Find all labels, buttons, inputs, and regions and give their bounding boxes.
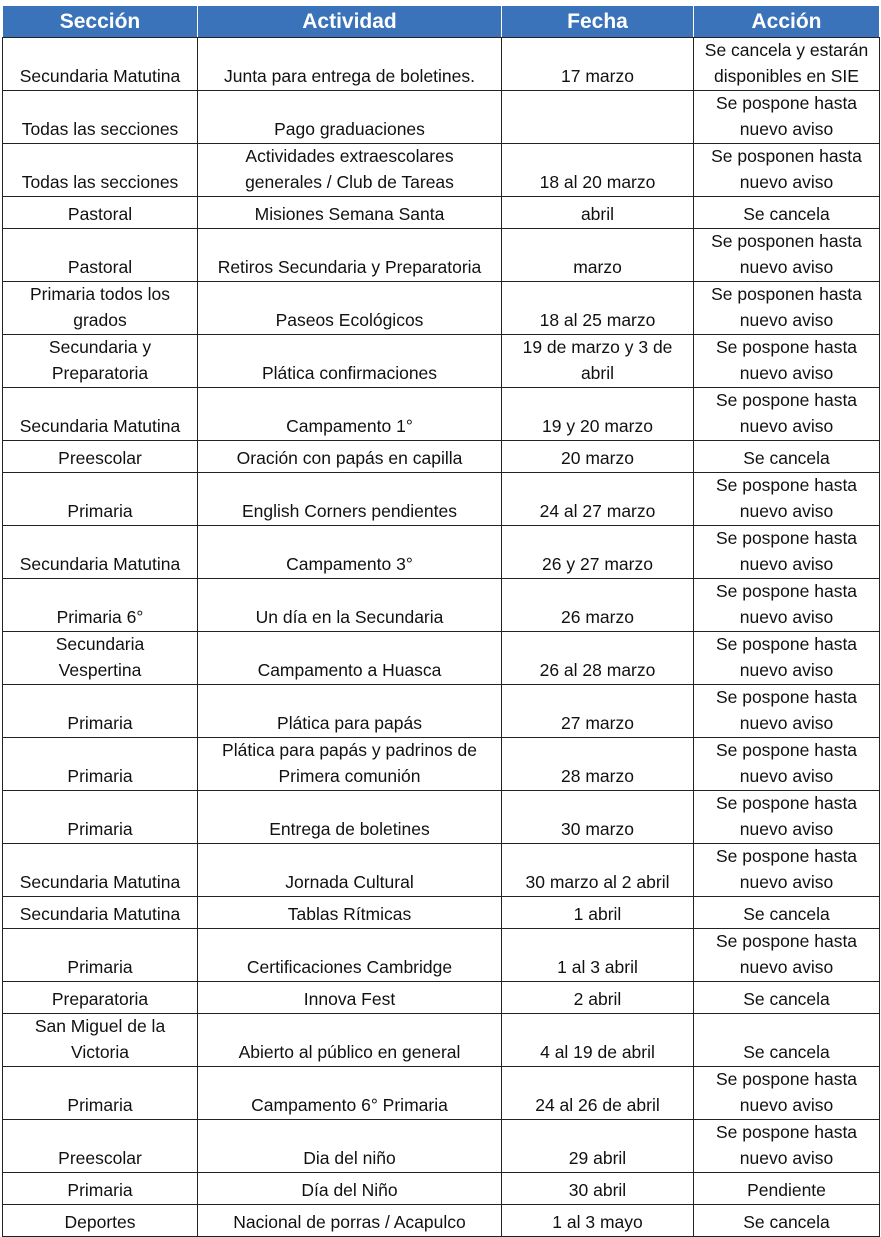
cell-actividad-line: Certificaciones Cambridge: [246, 956, 453, 977]
cell-accion-line: Se pospone hasta: [715, 931, 858, 951]
cell-accion-line: Se cancela: [743, 989, 830, 1009]
cell-actividad: [198, 929, 502, 982]
table-row: [3, 1205, 880, 1237]
cell-seccion: [3, 229, 198, 282]
cell-accion-line: disponibles en SIE: [714, 65, 859, 86]
cell-accion-line: nuevo aviso: [739, 1094, 834, 1115]
cell-accion-line: Se posponen hasta: [711, 231, 862, 251]
cell-fecha-line: 26 marzo: [561, 606, 634, 627]
cell-seccion-line: Deportes: [64, 1212, 136, 1232]
cell-actividad: [198, 1205, 502, 1237]
cell-actividad: [198, 526, 502, 579]
cell-actividad-line: Actividades extraescolares: [245, 146, 454, 166]
cell-seccion-line: Preparatoria: [51, 989, 149, 1009]
cell-seccion-line: Primaria: [67, 500, 133, 521]
cell-actividad: [198, 197, 502, 229]
table-row: [3, 335, 880, 388]
cell-seccion-line: Primaria: [67, 1094, 133, 1115]
cell-actividad: [198, 1067, 502, 1120]
cell-fecha-line: 4 al 19 de abril: [540, 1041, 655, 1062]
cell-accion: [694, 1067, 880, 1120]
cell-accion: [694, 1014, 880, 1067]
cell-fecha: [502, 738, 694, 791]
cell-fecha: [502, 791, 694, 844]
cell-accion-line: Se pospone hasta: [715, 846, 858, 866]
cell-seccion: [3, 526, 198, 579]
cell-actividad-line: Plática confirmaciones: [261, 362, 438, 383]
cell-actividad-line: Día del Niño: [301, 1180, 398, 1200]
cell-seccion-line: San Miguel de la: [34, 1016, 166, 1036]
cell-actividad-line: Oración con papás en capilla: [236, 448, 463, 468]
cell-fecha: [502, 929, 694, 982]
cell-actividad: [198, 38, 502, 91]
cell-actividad: [198, 229, 502, 282]
cell-actividad-line: Paseos Ecológicos: [275, 309, 424, 330]
cell-accion: [694, 38, 880, 91]
cell-fecha: [502, 282, 694, 335]
cell-actividad-line: Innova Fest: [303, 989, 396, 1009]
cell-accion-line: Se pospone hasta: [715, 475, 858, 495]
cell-accion: [694, 335, 880, 388]
cell-accion-line: Se posponen hasta: [711, 146, 862, 166]
cell-seccion: [3, 473, 198, 526]
cell-accion: [694, 738, 880, 791]
cell-accion-line: nuevo aviso: [739, 500, 834, 521]
cell-accion: [694, 579, 880, 632]
table-row: [3, 897, 880, 929]
cell-fecha-line: 18 al 20 marzo: [539, 171, 656, 192]
cell-accion-line: Se cancela y estarán: [704, 40, 869, 60]
cell-fecha: [502, 844, 694, 897]
cell-actividad: [198, 982, 502, 1014]
cell-actividad-line: Tablas Rítmicas: [287, 904, 412, 924]
cell-seccion: [3, 982, 198, 1014]
cell-accion-line: nuevo aviso: [739, 712, 834, 733]
table-row: [3, 685, 880, 738]
cell-actividad: [198, 632, 502, 685]
cell-fecha: [502, 388, 694, 441]
cell-seccion: [3, 897, 198, 929]
cell-accion-line: nuevo aviso: [739, 765, 834, 786]
cell-actividad-line: Campamento 1°: [286, 415, 413, 436]
table-row: [3, 579, 880, 632]
table-row: [3, 473, 880, 526]
cell-accion-line: Se pospone hasta: [715, 1069, 858, 1089]
cell-fecha: [502, 1067, 694, 1120]
cell-actividad: [198, 685, 502, 738]
header-seccion: Sección: [3, 6, 198, 38]
cell-accion: [694, 844, 880, 897]
cell-seccion-line: Primaria 6°: [56, 606, 144, 627]
cell-fecha-line: 30 marzo: [561, 818, 634, 839]
cell-accion-line: Se pospone hasta: [715, 1122, 858, 1142]
cell-seccion: [3, 632, 198, 685]
cell-accion: [694, 91, 880, 144]
cell-accion-line: Se pospone hasta: [715, 687, 858, 707]
cell-fecha: [502, 579, 694, 632]
table-row: [3, 929, 880, 982]
cell-seccion: [3, 91, 198, 144]
cell-seccion: [3, 197, 198, 229]
cell-accion-line: Se cancela: [743, 1212, 830, 1232]
cell-fecha-line: 20 marzo: [561, 448, 634, 468]
cell-accion-line: Se pospone hasta: [715, 390, 858, 410]
cell-seccion-line: Victoria: [70, 1041, 130, 1062]
cell-accion-line: nuevo aviso: [739, 309, 834, 330]
table-row: [3, 197, 880, 229]
cell-actividad: [198, 1014, 502, 1067]
cell-seccion: [3, 388, 198, 441]
cell-seccion-line: Preparatoria: [51, 362, 149, 383]
cell-seccion: [3, 1067, 198, 1120]
table-row: [3, 441, 880, 473]
cell-seccion: [3, 1205, 198, 1237]
cell-seccion-line: Secundaria Matutina: [19, 415, 181, 436]
cell-fecha-line: 1 al 3 abril: [557, 956, 638, 977]
cell-fecha: [502, 982, 694, 1014]
table-row: [3, 1120, 880, 1173]
table-row: [3, 844, 880, 897]
cell-fecha: [502, 229, 694, 282]
cell-actividad: [198, 473, 502, 526]
table-row: [3, 1014, 880, 1067]
cell-fecha-line: abril: [580, 362, 615, 383]
cell-actividad-line: Un día en la Secundaria: [255, 606, 444, 627]
cell-accion-line: nuevo aviso: [739, 1147, 834, 1168]
cell-accion-line: Se cancela: [743, 204, 830, 224]
table-row: [3, 388, 880, 441]
table-row: [3, 91, 880, 144]
cell-actividad: [198, 441, 502, 473]
table-row: [3, 229, 880, 282]
cell-seccion-line: Preescolar: [58, 1147, 142, 1168]
cell-accion-line: nuevo aviso: [739, 256, 834, 277]
header-actividad: Actividad: [198, 6, 502, 38]
table-row: [3, 1067, 880, 1120]
cell-fecha: [502, 526, 694, 579]
cell-seccion-line: Secundaria Matutina: [19, 65, 181, 86]
cell-seccion-line: Vespertina: [58, 659, 142, 680]
cell-accion: [694, 982, 880, 1014]
cell-actividad-line: Campamento 3°: [286, 553, 413, 574]
cell-seccion: [3, 144, 198, 197]
cell-actividad: [198, 1120, 502, 1173]
cell-fecha: [502, 1120, 694, 1173]
cell-actividad: [198, 282, 502, 335]
cell-seccion-line: Pastoral: [67, 256, 133, 277]
cell-accion-line: nuevo aviso: [739, 118, 834, 139]
cell-seccion-line: Primaria todos los: [29, 284, 171, 304]
cell-actividad: [198, 738, 502, 791]
cell-accion-line: Se pospone hasta: [715, 581, 858, 601]
cell-actividad-line: English Corners pendientes: [242, 500, 457, 521]
cell-accion: [694, 229, 880, 282]
cell-fecha-line: 17 marzo: [561, 65, 634, 86]
cell-seccion: [3, 791, 198, 844]
cell-fecha-line: abril: [580, 204, 615, 224]
cell-accion: [694, 897, 880, 929]
cell-fecha-line: 28 marzo: [561, 765, 634, 786]
table-row: [3, 38, 880, 91]
table-row: [3, 282, 880, 335]
cell-accion-line: nuevo aviso: [739, 818, 834, 839]
cell-seccion: [3, 441, 198, 473]
cell-accion: [694, 929, 880, 982]
cell-accion: [694, 1120, 880, 1173]
cell-seccion-line: Secundaria Matutina: [19, 871, 181, 892]
cell-accion-line: nuevo aviso: [739, 415, 834, 436]
cell-accion-line: Se pospone hasta: [715, 740, 858, 760]
cell-fecha-line: 19 y 20 marzo: [542, 415, 653, 436]
cell-seccion: [3, 738, 198, 791]
table-row: [3, 738, 880, 791]
cell-actividad-line: Retiros Secundaria y Preparatoria: [217, 256, 482, 277]
cell-fecha: [502, 197, 694, 229]
cell-fecha: [502, 144, 694, 197]
cell-accion-line: nuevo aviso: [739, 362, 834, 383]
cell-fecha: [502, 897, 694, 929]
cell-actividad-line: Plática para papás y padrinos de: [222, 740, 477, 760]
cell-fecha-line: 27 marzo: [561, 712, 634, 733]
cell-accion-line: Se pospone hasta: [715, 793, 858, 813]
cell-accion-line: Se pospone hasta: [715, 337, 858, 357]
cell-actividad-line: Jornada Cultural: [285, 871, 414, 892]
cell-seccion: [3, 579, 198, 632]
cell-seccion-line: Primaria: [67, 765, 133, 786]
cell-actividad-line: Campamento 6° Primaria: [251, 1094, 448, 1115]
cell-actividad-line: Entrega de boletines: [269, 818, 430, 839]
cell-actividad: [198, 791, 502, 844]
cell-seccion: [3, 38, 198, 91]
cell-accion-line: nuevo aviso: [739, 659, 834, 680]
cell-seccion-line: Secundaria: [55, 634, 145, 654]
cell-actividad: [198, 844, 502, 897]
cell-accion-line: nuevo aviso: [739, 171, 834, 192]
cell-accion: [694, 473, 880, 526]
header-fecha: Fecha: [502, 6, 694, 38]
cell-seccion-line: Primaria: [67, 712, 133, 733]
cell-fecha-line: marzo: [573, 256, 622, 277]
activities-table: [2, 5, 880, 1237]
cell-actividad-line: Abierto al público en general: [238, 1041, 461, 1062]
cell-accion-line: Se pospone hasta: [715, 93, 858, 113]
cell-fecha-line: 24 al 26 de abril: [535, 1094, 660, 1115]
cell-actividad-line: generales / Club de Tareas: [245, 171, 454, 192]
cell-fecha: [502, 91, 694, 144]
cell-accion-line: Pendiente: [747, 1180, 826, 1200]
cell-seccion: [3, 282, 198, 335]
cell-seccion-line: Primaria: [67, 818, 133, 839]
header-accion: Acción: [694, 6, 880, 38]
cell-actividad-line: Nacional de porras / Acapulco: [233, 1212, 466, 1232]
cell-accion: [694, 685, 880, 738]
cell-accion: [694, 282, 880, 335]
table-row: [3, 791, 880, 844]
cell-fecha: [502, 335, 694, 388]
cell-accion: [694, 791, 880, 844]
table-row: [3, 144, 880, 197]
cell-accion: [694, 388, 880, 441]
cell-seccion-line: Secundaria y: [48, 337, 152, 357]
cell-actividad-line: Plática para papás: [277, 712, 422, 733]
cell-seccion-line: Todas las secciones: [21, 118, 179, 139]
cell-fecha: [502, 473, 694, 526]
cell-seccion-line: Preescolar: [58, 448, 142, 468]
cell-accion-line: Se pospone hasta: [715, 528, 858, 548]
cell-actividad: [198, 897, 502, 929]
cell-seccion-line: Primaria: [67, 1180, 133, 1200]
cell-fecha: [502, 38, 694, 91]
cell-actividad-line: Pago graduaciones: [274, 118, 425, 139]
cell-fecha-line: 18 al 25 marzo: [539, 309, 656, 330]
cell-accion-line: nuevo aviso: [739, 553, 834, 574]
cell-accion: [694, 197, 880, 229]
cell-seccion-line: Secundaria Matutina: [19, 553, 181, 574]
cell-fecha-line: 24 al 27 marzo: [539, 500, 656, 521]
cell-seccion: [3, 335, 198, 388]
cell-fecha: [502, 1205, 694, 1237]
table-body: [3, 38, 880, 1237]
cell-actividad: [198, 91, 502, 144]
table-row: [3, 526, 880, 579]
cell-fecha-line: 1 abril: [573, 904, 622, 924]
cell-fecha: [502, 1014, 694, 1067]
cell-seccion-line: Todas las secciones: [21, 171, 179, 192]
cell-accion-line: Se pospone hasta: [715, 634, 858, 654]
cell-accion: [694, 632, 880, 685]
cell-fecha: [502, 685, 694, 738]
cell-accion-line: Se cancela: [743, 904, 830, 924]
cell-seccion: [3, 685, 198, 738]
table-header-row: [3, 6, 880, 38]
cell-actividad-line: Dia del niño: [303, 1147, 396, 1168]
cell-accion-line: Se cancela: [743, 448, 830, 468]
table-row: [3, 632, 880, 685]
cell-seccion: [3, 929, 198, 982]
cell-seccion-line: grados: [73, 309, 127, 330]
cell-accion-line: Se cancela: [743, 1041, 830, 1062]
cell-fecha-line: 30 marzo al 2 abril: [525, 871, 670, 892]
cell-fecha-line: 1 al 3 mayo: [552, 1212, 643, 1232]
cell-accion: [694, 1205, 880, 1237]
cell-accion-line: nuevo aviso: [739, 956, 834, 977]
cell-actividad: [198, 144, 502, 197]
table-row: [3, 982, 880, 1014]
cell-accion-line: nuevo aviso: [739, 871, 834, 892]
cell-fecha-line: 19 de marzo y 3 de: [522, 337, 673, 357]
cell-seccion: [3, 1120, 198, 1173]
cell-fecha-line: 29 abril: [568, 1147, 627, 1168]
cell-accion: [694, 526, 880, 579]
cell-fecha: [502, 632, 694, 685]
cell-seccion-line: Pastoral: [67, 204, 133, 224]
cell-accion-line: Se posponen hasta: [711, 284, 862, 304]
cell-seccion: [3, 844, 198, 897]
cell-fecha-line: 30 abril: [568, 1180, 627, 1200]
cell-actividad: [198, 335, 502, 388]
cell-actividad-line: Primera comunión: [278, 765, 421, 786]
cell-fecha-line: 26 al 28 marzo: [539, 659, 656, 680]
cell-seccion-line: Secundaria Matutina: [19, 904, 181, 924]
cell-accion: [694, 144, 880, 197]
cell-actividad-line: Junta para entrega de boletines.: [223, 65, 475, 86]
cell-fecha: [502, 441, 694, 473]
cell-actividad: [198, 579, 502, 632]
cell-seccion-line: Primaria: [67, 956, 133, 977]
cell-accion: [694, 441, 880, 473]
cell-actividad-line: Campamento a Huasca: [257, 659, 442, 680]
cell-fecha-line: 2 abril: [573, 989, 622, 1009]
cell-actividad-line: Misiones Semana Santa: [254, 204, 445, 224]
cell-fecha-line: 26 y 27 marzo: [542, 553, 653, 574]
cell-seccion: [3, 1014, 198, 1067]
cell-actividad: [198, 388, 502, 441]
cell-accion-line: nuevo aviso: [739, 606, 834, 627]
